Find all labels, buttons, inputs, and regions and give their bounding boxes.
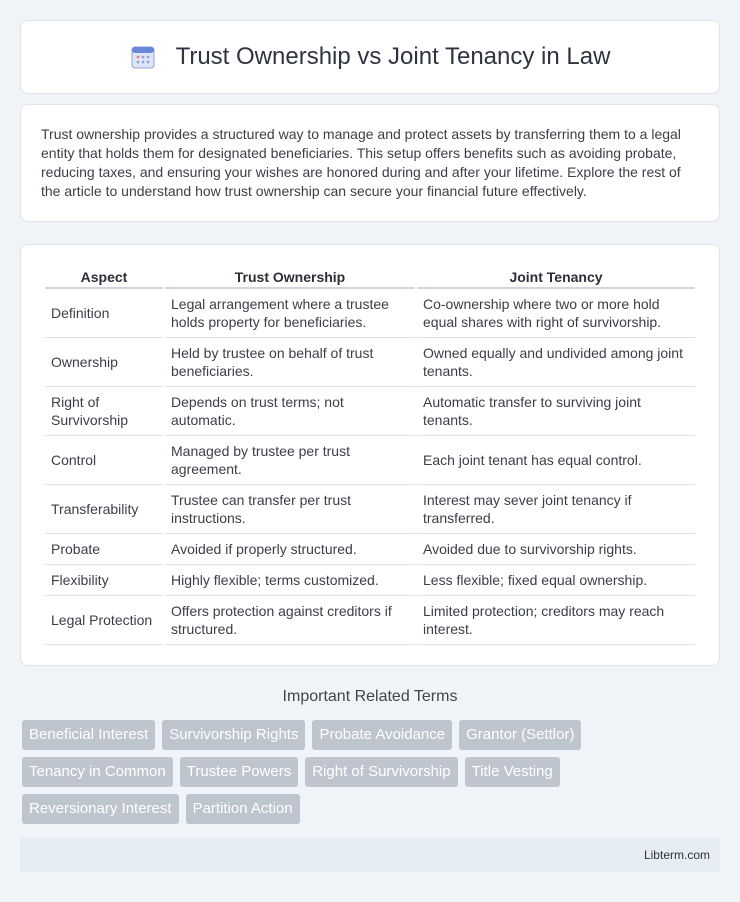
term-tag[interactable]: Survivorship Rights [162,720,305,750]
term-tag[interactable]: Tenancy in Common [22,757,173,787]
table-row [45,565,695,596]
cell-aspect: Transferability [45,485,163,534]
page-title: Trust Ownership vs Joint Tenancy in Law [175,43,611,70]
term-tag[interactable]: Trustee Powers [180,757,298,787]
cell-aspect: Legal Protection [45,596,163,645]
cell-joint: Limited protection; creditors may reach interest. [417,596,695,645]
cell-aspect: Control [45,436,163,485]
term-tag[interactable]: Grantor (Settlor) [459,720,581,750]
title-card [20,20,720,94]
related-terms-title: Important Related Terms [282,688,458,705]
cell-joint: Less flexible; fixed equal ownership. [417,565,695,596]
footer-brand-link[interactable]: Libterm.com [643,848,710,862]
table-row [45,338,695,387]
table-row [45,436,695,485]
cell-aspect: Flexibility [45,565,163,596]
table-row [45,534,695,565]
cell-joint: Interest may sever joint tenancy if transferred. [417,485,695,534]
cell-joint: Each joint tenant has equal control. [417,436,695,485]
table-row [45,485,695,534]
term-tag[interactable]: Reversionary Interest [22,794,179,824]
calendar-icon [130,44,156,70]
comparison-card [20,244,720,666]
table-row [45,289,695,338]
footer [20,838,720,872]
term-tag[interactable]: Partition Action [186,794,300,824]
cell-trust: Held by trustee on behalf of trust beneficiaries. [165,338,415,387]
cell-joint: Owned equally and undivided among joint tenants. [417,338,695,387]
intro-card [20,104,720,222]
cell-trust: Managed by trustee per trust agreement. [165,436,415,485]
cell-trust: Offers protection against creditors if structured. [165,596,415,645]
comparison-table [43,265,697,645]
cell-trust: Avoided if properly structured. [165,534,415,565]
column-header-joint: Joint Tenancy [417,265,695,289]
cell-joint: Automatic transfer to surviving joint tenants. [417,387,695,436]
term-tag[interactable]: Title Vesting [465,757,560,787]
table-row [45,387,695,436]
term-tag[interactable]: Right of Survivorship [305,757,457,787]
term-tag[interactable]: Probate Avoidance [312,720,452,750]
cell-trust: Trustee can transfer per trust instructions. [165,485,415,534]
column-header-trust: Trust Ownership [165,265,415,289]
cell-aspect: Definition [45,289,163,338]
column-header-aspect: Aspect [45,265,163,289]
cell-aspect: Right of Survivorship [45,387,163,436]
cell-trust: Depends on trust terms; not automatic. [165,387,415,436]
table-row [45,596,695,645]
cell-trust: Highly flexible; terms customized. [165,565,415,596]
related-terms-list [22,720,720,824]
cell-aspect: Probate [45,534,163,565]
cell-trust: Legal arrangement where a trustee holds property for beneficiaries. [165,289,415,338]
intro-text: Trust ownership provides a structured way to manage and protect assets by transferring them to a legal entity that holds them for designated beneficiaries. This setup offers benefits such as avoiding probate, reducing taxes, and ensuring your wishes are honored during and after your lifetime. Explore the rest of the article to understand how trust ownership can secure your financial future effectively. [41,126,681,199]
cell-aspect: Ownership [45,338,163,387]
term-tag[interactable]: Beneficial Interest [22,720,155,750]
cell-joint: Co-ownership where two or more hold equal shares with right of survivorship. [417,289,695,338]
cell-joint: Avoided due to survivorship rights. [417,534,695,565]
